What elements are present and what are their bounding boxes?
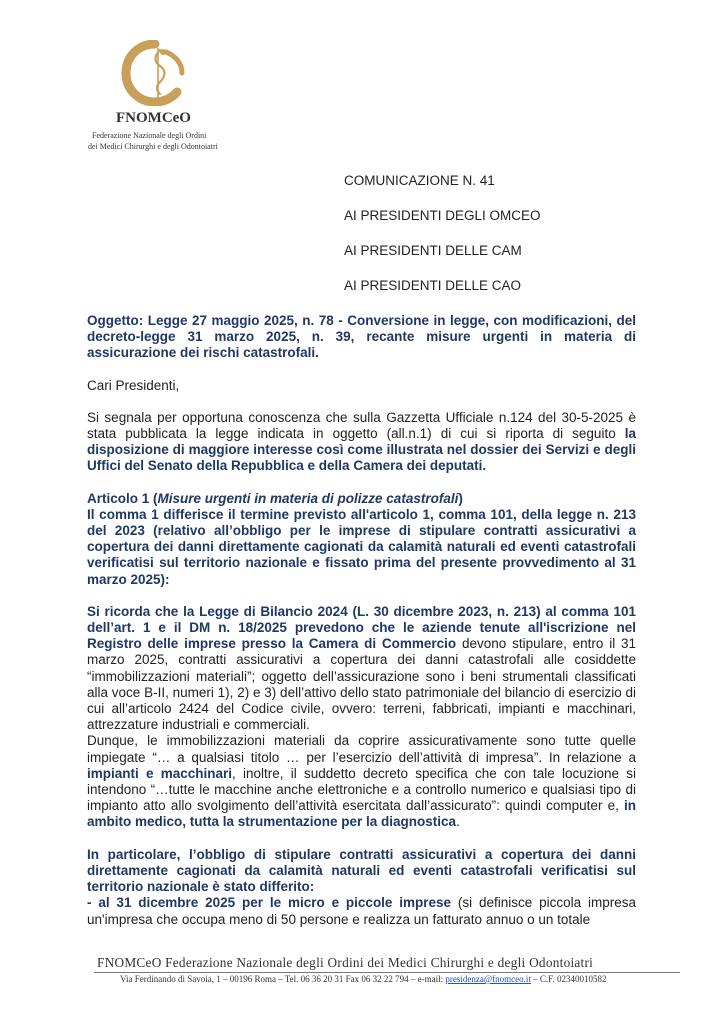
- equipment-highlight-1: impianti e macchinari: [87, 765, 233, 781]
- footer-tax-code: – C.F. 02340010582: [530, 974, 607, 984]
- article-heading-label: Articolo 1 (: [87, 490, 158, 506]
- footer-email-link[interactable]: presidenza@fnomceo.it: [445, 974, 531, 984]
- intro-paragraph: [87, 410, 636, 475]
- reminder-text: devono stipulare, entro il 31 marzo 2025, contratti assicurativi a copertura dei danni catastrofali alle cosiddette “immobilizzazioni materiali”; oggetto dell’assicurazione sono i beni strumentali classificati alla voce B-II, numeri 1), 2) e 3) dell’attivo dello stato patrimoniale del bilancio di esercizio di cui all’articolo 2424 del Codice civile, ovvero: terreni, fabbricati, impianti e macchinari, attrezzature industriali e commerciali.: [87, 636, 637, 733]
- equipment-paragraph: [87, 733, 636, 830]
- deferral-paragraph: In particolare, l’obbligo di stipulare contratti assicurativi a copertura dei danni direttamente cagionati da calamità naturali ed eventi catastrofali verificatisi sul territorio nazionale è stato differito:: [87, 846, 636, 895]
- brand-subtitle-line-2: dei Medici Chirurghi e degli Odontoiatri: [88, 142, 218, 151]
- recipient-cam: AI PRESIDENTI DELLE CAM: [344, 243, 522, 258]
- letter-body: [87, 313, 636, 928]
- article-heading: [87, 491, 636, 507]
- letterhead-logo: [86, 40, 236, 152]
- footer-address-text: Via Ferdinando di Savoia, 1 – 00196 Roma – Tel. 06 36 20 31 Fax 06 32 22 794 – e-mail:: [120, 974, 446, 984]
- fnomceo-emblem-icon: [120, 40, 190, 106]
- article-heading-title: Misure urgenti in materia di polizze catastrofali: [157, 490, 459, 506]
- footer-address: [120, 974, 680, 984]
- reminder-highlight: Si ricorda che la Legge di Bilancio 2024 (L. 30 dicembre 2023, n. 213) al comma 101 dell’art. 1 e il DM n. 18/2025 prevedono che le aziende tenute all'iscrizione nel Registro delle imprese presso la Camera di Commercio: [87, 603, 636, 652]
- brand-subtitle-line-1: Federazione Nazionale degli Ordini: [92, 131, 207, 140]
- deferral-item: [87, 895, 636, 927]
- intro-highlight: la disposizione di maggiore interesse così come illustrata nel dossier dei Servizi e degli Uffici del Senato della Repubblica e della Camera dei deputati.: [87, 426, 636, 474]
- subject-line: Oggetto: Legge 27 maggio 2025, n. 78 - Conversione in legge, con modificazioni, del decreto-legge 31 marzo 2025, n. 39, recante misure urgenti in materia di assicurazione dei rischi catastrofali.: [87, 313, 636, 361]
- equipment-text-3: .: [456, 814, 460, 830]
- footer-organization: FNOMCeO Federazione Nazionale degli Ordini dei Medici Chirurghi e degli Odontoiatri: [97, 955, 594, 970]
- brand-subtitle: [86, 130, 236, 152]
- deferral-item-text: (si definisce piccola impresa un'impresa che occupa meno di 50 persone e realizza un fatturato annuo o un totale: [87, 895, 636, 927]
- equipment-highlight-2: in ambito medico, tutta la strumentazione per la diagnostica: [87, 798, 636, 830]
- article-heading-close: ): [458, 490, 463, 506]
- recipient-omceo: AI PRESIDENTI DEGLI OMCEO: [344, 208, 541, 223]
- communication-number: COMUNICAZIONE N. 41: [344, 173, 495, 188]
- equipment-text-1: Dunque, le immobilizzazioni materiali da coprire assicurativamente sono tutte quelle impiegate “… a qualsiasi titolo … per l’esercizio dell’attività di impresa”. In relazione a: [87, 733, 636, 765]
- equipment-text-2: , inoltre, il suddetto decreto specifica che con tale locuzione si intendono “…tutte le macchine anche elettroniche e a controllo numerico e qualsiasi tipo di impianto atto allo svolgimento dell’attività esercitata dall’assicurato”: quindi computer e,: [87, 765, 637, 814]
- deferral-item-highlight: - al 31 dicembre 2025 per le micro e piccole imprese: [87, 895, 452, 911]
- article-text: Il comma 1 differisce il termine previsto all'articolo 1, comma 101, della legge n. 213 del 2023 (relativo all’obbligo per le imprese di stipulare contratti assicurativi a copertura dei danni direttamente cagionati da calamità naturali ed eventi catastrofali verificatisi sul territorio nazionale e fissato prima del presente provvedimento al 31 marzo 2025):: [87, 506, 636, 587]
- recipient-cao: AI PRESIDENTI DELLE CAO: [344, 278, 522, 293]
- brand-name: FNOMCeO: [116, 110, 191, 126]
- salutation: Cari Presidenti,: [87, 377, 180, 393]
- footer-divider: [94, 972, 680, 973]
- recipients-block: [344, 173, 541, 313]
- reminder-paragraph: [87, 604, 636, 734]
- intro-text: Si segnala per opportuna conoscenza che sulla Gazzetta Ufficiale n.124 del 30-5-2025 è stata pubblicata la legge indicata in oggetto (all.n.1) di cui si riporta di seguito: [87, 409, 636, 442]
